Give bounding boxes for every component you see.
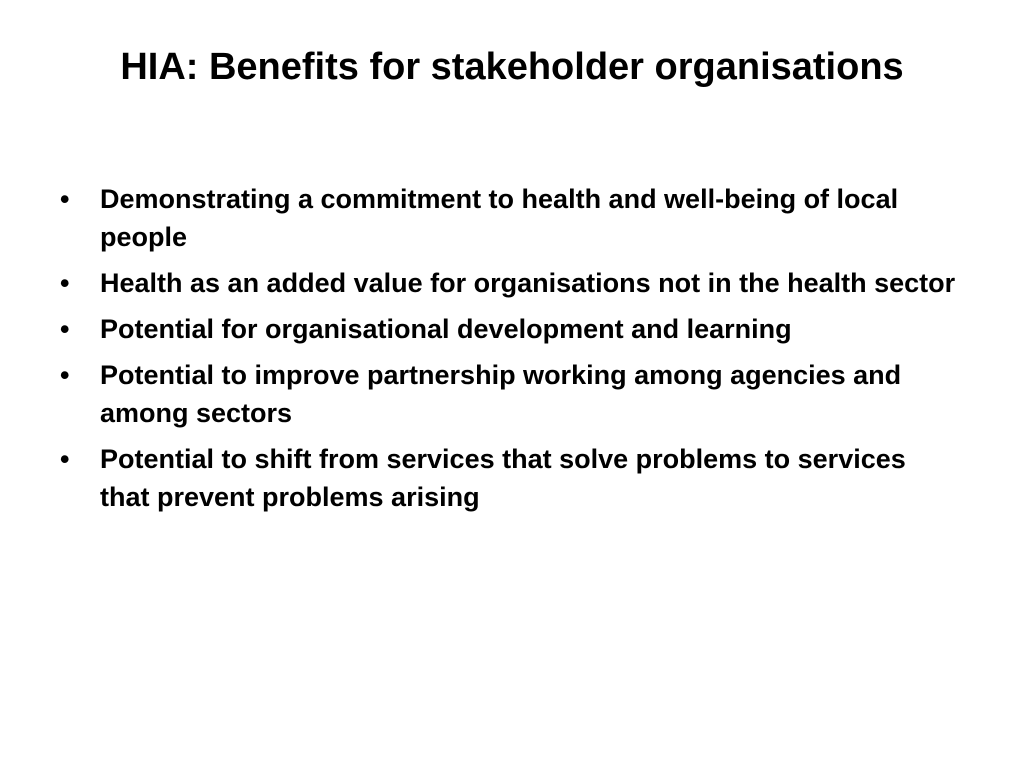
bullet-item [56,310,956,348]
bullet-item [56,440,956,516]
bullet-text: Potential to shift from services that solve problems to services that prevent problems arising [100,444,906,512]
bullet-text: Potential to improve partnership working among agencies and among sectors [100,360,902,428]
bullet-item [56,356,956,432]
bullet-icon: • [60,184,70,214]
slide-title: HIA: Benefits for stakeholder organisations [120,46,904,88]
bullet-item [56,180,956,256]
bullet-text: Health as an added value for organisations not in the health sector [100,268,956,298]
bullet-list [56,180,956,524]
bullet-text: Demonstrating a commitment to health and well-being of local people [100,184,899,252]
bullet-icon: • [60,314,70,344]
bullet-icon: • [60,444,70,474]
bullet-text: Potential for organisational development and learning [100,314,792,344]
bullet-icon: • [60,268,70,298]
bullet-icon: • [60,360,70,390]
bullet-item [56,264,956,302]
